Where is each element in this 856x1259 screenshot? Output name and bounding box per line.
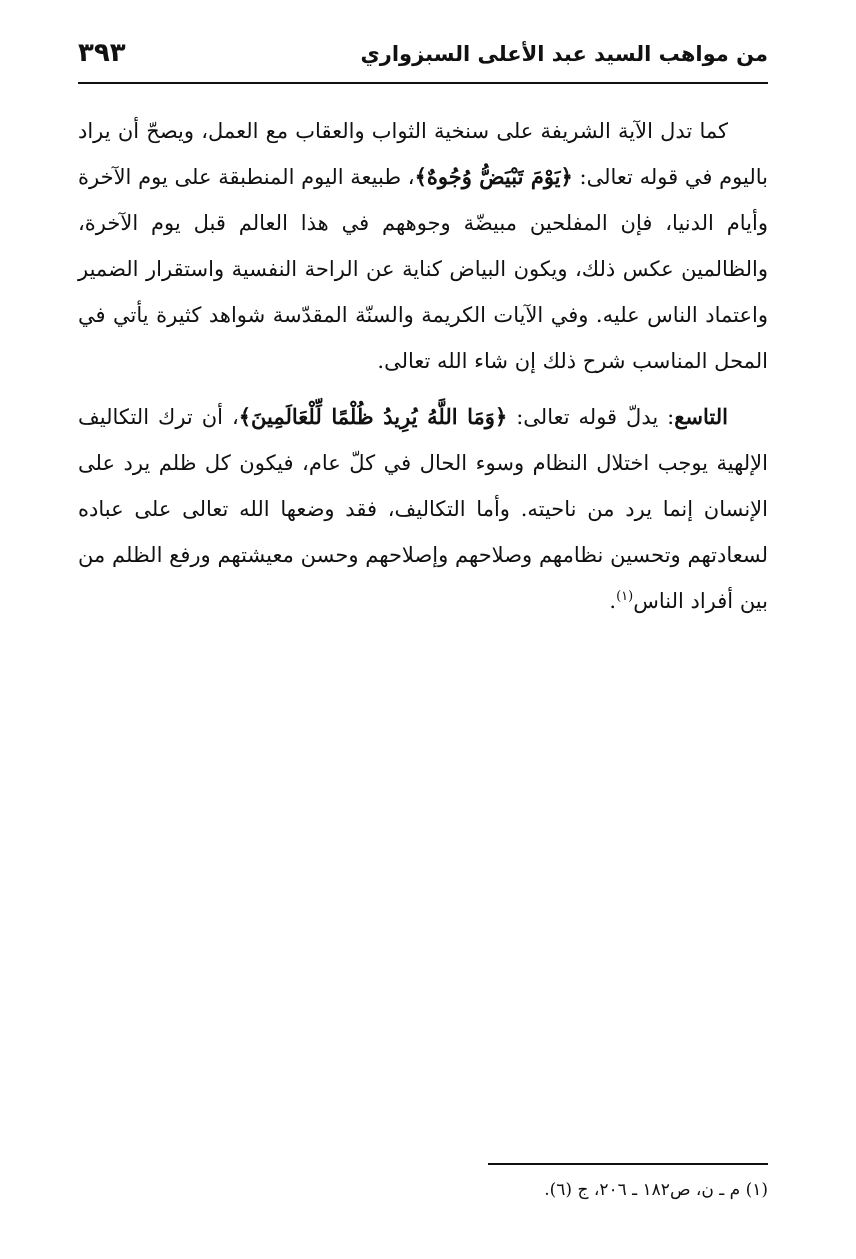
footnote: (١) م ـ ن، ص١٨٢ ـ ٢٠٦، ج (٦). — [544, 1180, 768, 1200]
paragraph-1-text: كما تدل الآية الشريفة على سنخية الثواب والعقاب مع العمل، ويصحّ أن يراد باليوم في قوله تعالى: — [78, 119, 769, 189]
page-number: ٣٩٣ — [78, 38, 126, 68]
paragraph-1-text-after: ، طبيعة اليوم المنطبقة على يوم الآخرة وأيام الدنيا، فإن المفلحين مبيضّة وجوههم في هذا العالم قبل يوم الآخرة، والظالمين عكس ذلك، ويكون البياض كناية عن الراحة النفسية واستقرار الضمير واعتماد الناس عليه. وفي الآيات الكريمة والسنّة المقدّسة شواهد كثيرة يأتي في المحل المناسب شرح ذلك إن شاء الله تعالى. — [78, 165, 768, 373]
paragraph-2-text-after: ، أن ترك التكاليف الإلهية يوجب اختلال النظام وسوء الحال في كلّ عام، فيكون كل ظلم يرد على الإنسان إنما يرد من ناحيته. وأما التكاليف، فقد وضعها الله تعالى على عباده لسعادتهم وتحسين نظامهم وصلاحهم وإصلاحهم وحسن معيشتهم ورفع الظلم من بين أفراد الناس — [78, 405, 768, 613]
paragraph-2 — [78, 394, 768, 624]
footnote-rule — [488, 1163, 768, 1165]
quran-verse-1: ﴿يَوْمَ تَبْيَضُّ وُجُوهٌ﴾ — [414, 164, 573, 189]
quran-verse-2: ﴿وَمَا اللَّهُ يُرِيدُ ظُلْمًا لِّلْعَالَمِينَ﴾ — [238, 404, 508, 429]
paragraph-2-lead: التاسع — [674, 404, 728, 429]
paragraph-2-text: : يدلّ قوله تعالى: — [507, 405, 675, 429]
paragraph-2-text-end: . — [609, 589, 617, 613]
header-rule — [78, 82, 768, 84]
footnote-reference[interactable]: (١) — [616, 589, 634, 604]
body-text — [78, 108, 768, 624]
paragraph-1 — [78, 108, 768, 384]
header-title: من مواهب السيد عبد الأعلى السبزواري — [360, 42, 768, 66]
running-header — [78, 38, 768, 84]
